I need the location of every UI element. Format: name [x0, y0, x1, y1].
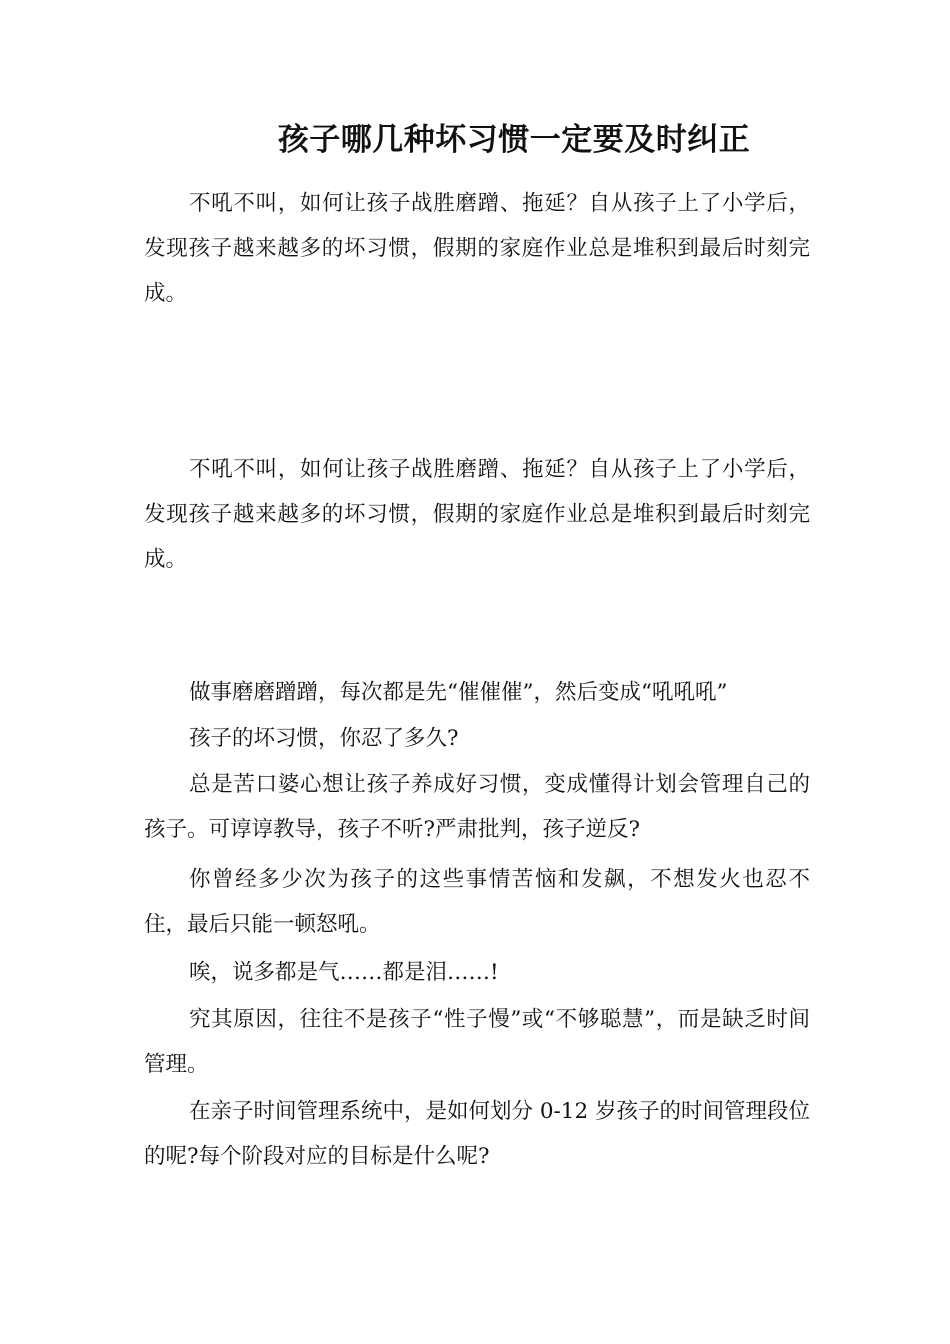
document-title: 孩子哪几种坏习惯一定要及时纠正 — [277, 122, 751, 158]
paragraph-frustration: 你曾经多少次为孩子的这些事情苦恼和发飙，不想发火也忍不住，最后只能一顿怒吼。 — [144, 867, 810, 937]
paragraph-dawdling: 做事磨磨蹭蹭，每次都是先“催催催”，然后变成“吼吼吼” — [189, 680, 728, 705]
paragraph-reason: 究其原因，往往不是孩子“性子慢”或“不够聪慧”，而是缺乏时间管理。 — [144, 1007, 810, 1077]
paragraph-how-long: 孩子的坏习惯，你忍了多久? — [189, 726, 459, 751]
paragraph-sigh: 唉，说多都是气……都是泪……! — [189, 960, 499, 985]
paragraph-intro-1: 不吼不叫，如何让孩子战胜磨蹭、拖延？自从孩子上了小学后，发现孩子越来越多的坏习惯，假期的家庭作业总是堆积到最后时刻完成。 — [144, 191, 810, 306]
paragraph-time-management: 在亲子时间管理系统中，是如何划分 0-12 岁孩子的时间管理段位的呢?每个阶段对应的目标是什么呢? — [144, 1099, 810, 1169]
paragraph-intro-2: 不吼不叫，如何让孩子战胜磨蹭、拖延？自从孩子上了小学后，发现孩子越来越多的坏习惯，假期的家庭作业总是堆积到最后时刻完成。 — [144, 457, 810, 572]
paragraph-good-habits: 总是苦口婆心想让孩子养成好习惯，变成懂得计划会管理自己的孩子。可谆谆教导，孩子不听?严肃批判，孩子逆反? — [144, 772, 810, 842]
